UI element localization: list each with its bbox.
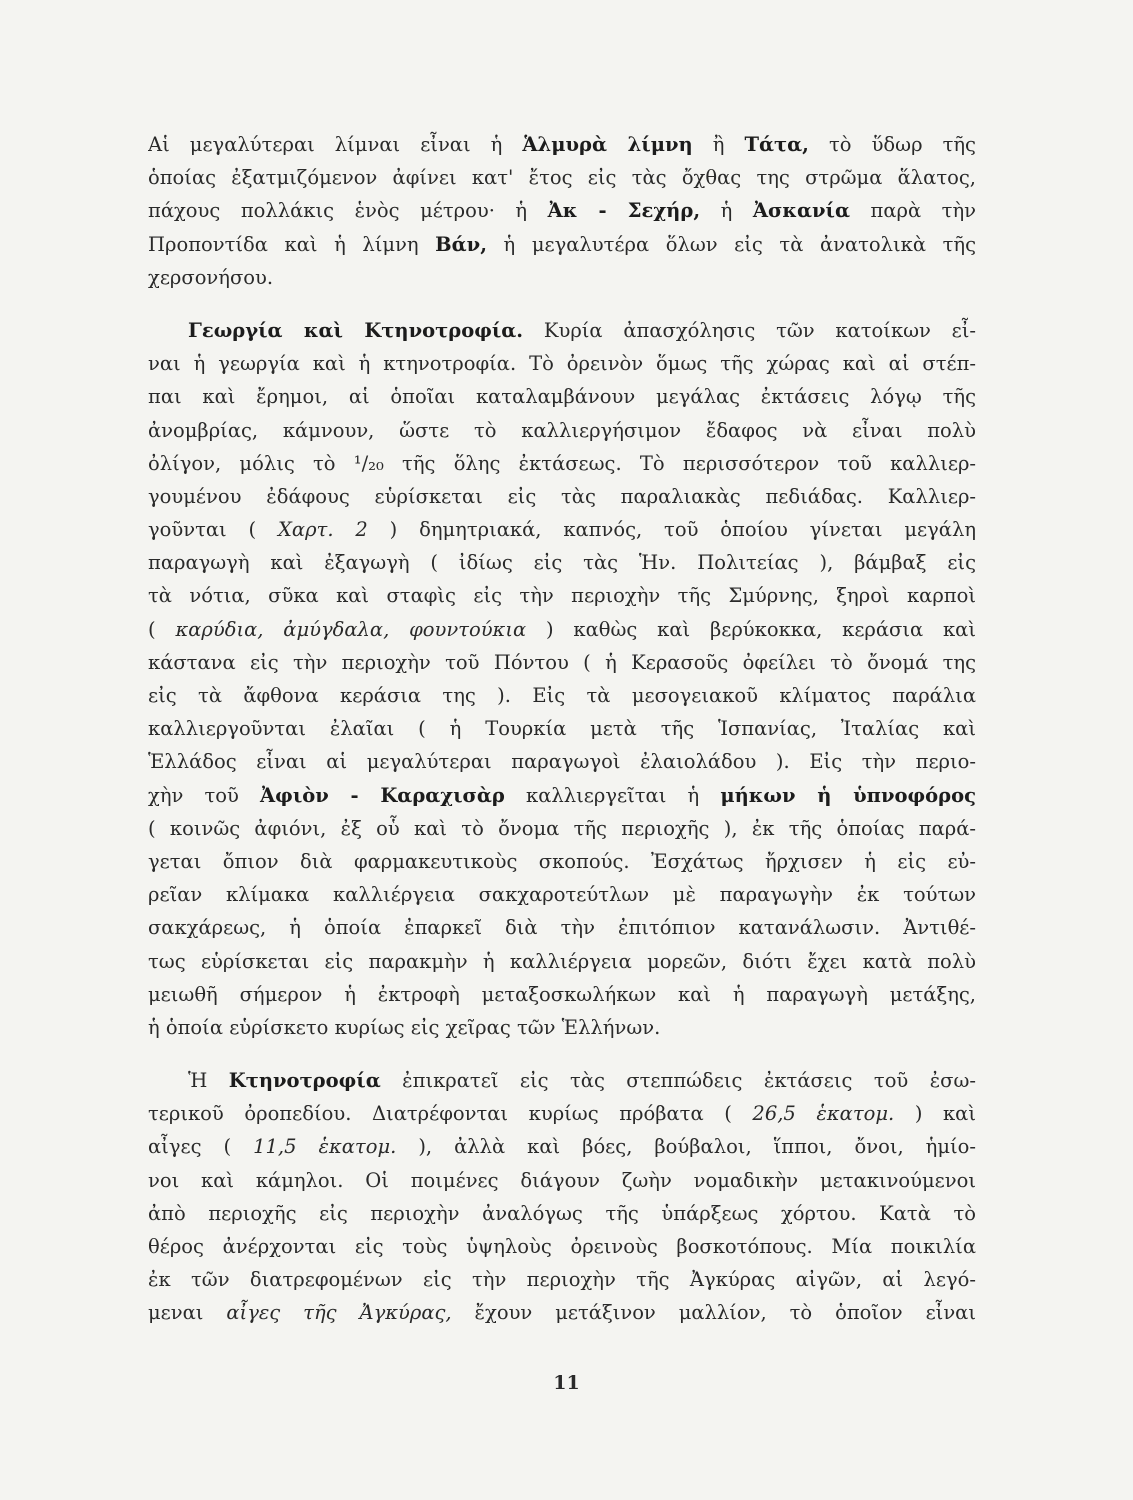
text-line: Γεωργία καὶ Κτηνοτροφία. Κυρία ἀπασχόλησις τῶν κατοίκων εἶ-	[188, 318, 976, 342]
text-line: μεναι αἶγες τῆς Ἀγκύρας, ἔχουν μετάξινον μαλλίον, τὸ ὁποῖον εἶναι	[148, 1301, 976, 1325]
text-line: νοι καὶ κάμηλοι. Οἱ ποιμένες διάγουν ζωὴν νομαδικὴν μετακινούμενοι	[148, 1168, 976, 1192]
text-line: ἀπὸ περιοχῆς εἰς περιοχὴν ἀναλόγως τῆς ὑπάρξεως χόρτου. Κατὰ τὸ	[148, 1201, 976, 1225]
text-line: Ἑλλάδος εἶναι αἱ μεγαλύτεραι παραγωγοὶ ἐλαιολάδου ). Εἰς τὴν περιο-	[148, 750, 976, 774]
text-line: ναι ἡ γεωργία καὶ ἡ κτηνοτροφία. Τὸ ὀρεινὸν ὅμως τῆς χώρας καὶ αἱ στέπ-	[148, 352, 976, 376]
paragraph-gap	[148, 1044, 976, 1064]
bold-term: Βάν,	[435, 232, 487, 256]
text-line: χερσονήσου.	[148, 265, 274, 289]
text-line: ρεῖαν κλίμακα καλλιέργεια σακχαροτεύτλων μὲ παραγωγὴν ἐκ τούτων	[148, 883, 976, 907]
paragraph-gap	[148, 294, 976, 314]
text-line: ὁποίας ἐξατμιζόμενον ἀφίνει κατ' ἔτος εἰς τὰς ὄχθας της στρῶμα ἅλατος,	[148, 166, 976, 190]
bold-term: Ἀκ - Σεχήρ,	[547, 199, 701, 223]
bold-term: Κτηνοτροφία	[228, 1069, 381, 1093]
bold-term: μήκων ἡ ὑπνοφόρος	[720, 783, 976, 807]
page-number: 11	[553, 1372, 580, 1394]
text-line: ἡ ὁποία εὑρίσκετο κυρίως εἰς χεῖρας τῶν Ἑλλήνων.	[148, 1015, 661, 1039]
italic-term: Χαρτ. 2	[278, 518, 368, 542]
text-line: ὀλίγον, μόλις τὸ ¹/₂₀ τῆς ὅλης ἐκτάσεως. Τὸ περισσότερον τοῦ καλλιερ-	[148, 451, 976, 475]
text-line: Ἡ Κτηνοτροφία ἐπικρατεῖ εἰς τὰς στεππώδεις ἐκτάσεις τοῦ ἐσω-	[188, 1069, 976, 1093]
italic-term: αἶγες τῆς Ἀγκύρας,	[226, 1301, 452, 1325]
text-line: καλλιεργοῦνται ἐλαῖαι ( ἡ Τουρκία μετὰ τῆς Ἱσπανίας, Ἰταλίας καὶ	[148, 717, 976, 741]
text-line: ( κοινῶς ἀφιόνι, ἐξ οὗ καὶ τὸ ὄνομα τῆς περιοχῆς ), ἐκ τῆς ὁποίας παρά-	[148, 816, 976, 840]
italic-term: 26,5 ἑκατομ.	[752, 1102, 895, 1126]
text-line: ἐκ τῶν διατρεφομένων εἰς τὴν περιοχὴν τῆς Ἀγκύρας αἰγῶν, αἱ λεγό-	[148, 1268, 976, 1292]
page-body	[148, 128, 976, 1330]
text-line: Αἱ μεγαλύτεραι λίμναι εἶναι ἡ Ἁλμυρὰ λίμνη ἢ Τάτα, τὸ ὕδωρ τῆς	[148, 133, 976, 156]
text-line: γεται ὄπιον διὰ φαρμακευτικοὺς σκοπούς. Ἐσχάτως ἤρχισεν ἡ εἰς εὐ-	[148, 849, 976, 873]
text-line: σακχάρεως, ἡ ὁποία ἐπαρκεῖ διὰ τὴν ἐπιτόπιον κατανάλωσιν. Ἀντιθέ-	[148, 916, 976, 940]
bold-term: Γεωργία καὶ Κτηνοτροφία.	[188, 318, 524, 342]
text-line: τως εὑρίσκεται εἰς παρακμὴν ἡ καλλιέργεια μορεῶν, διότι ἔχει κατὰ πολὺ	[148, 949, 976, 973]
text-line: γουμένου ἐδάφους εὑρίσκεται εἰς τὰς παραλιακὰς πεδιάδας. Καλλιερ-	[148, 484, 976, 508]
text-line: θέρος ἀνέρχονται εἰς τοὺς ὑψηλοὺς ὀρεινοὺς βοσκοτόπους. Μία ποικιλία	[148, 1235, 976, 1258]
text-line: τερικοῦ ὀροπεδίου. Διατρέφονται κυρίως πρόβατα ( 26,5 ἑκατομ. ) καὶ	[148, 1102, 976, 1126]
text-line: γοῦνται ( Χαρτ. 2 ) δημητριακά, καπνός, τοῦ ὁποίου γίνεται μεγάλη	[148, 518, 976, 542]
text-line: τὰ νότια, σῦκα καὶ σταφὶς εἰς τὴν περιοχὴν τῆς Σμύρνης, ξηροὶ καρποὶ	[148, 584, 976, 608]
italic-term: 11,5 ἑκατομ.	[253, 1135, 397, 1159]
bold-term: Τάτα,	[744, 133, 809, 156]
text-line: παι καὶ ἔρημοι, αἱ ὁποῖαι καταλαμβάνουν μεγάλας ἐκτάσεις λόγῳ τῆς	[148, 385, 976, 409]
text-line: κάστανα εἰς τὴν περιοχὴν τοῦ Πόντου ( ἡ Κερασοῦς ὀφείλει τὸ ὄνομά της	[148, 650, 976, 674]
italic-term: καρύδια, ἀμύγδαλα, φουντούκια	[175, 617, 527, 641]
bold-term: Ἁλμυρὰ λίμνη	[522, 133, 693, 156]
text-line: ( καρύδια, ἀμύγδαλα, φουντούκια ) καθὼς καὶ βερύκοκκα, κεράσια καὶ	[148, 617, 976, 641]
bold-term: Ἀφιὸν - Καραχισὰρ	[260, 783, 505, 807]
text-line: παραγωγὴ καὶ ἐξαγωγὴ ( ἰδίως εἰς τὰς Ἡν. Πολιτείας ), βάμβαξ εἰς	[148, 551, 976, 575]
text-line: χὴν τοῦ Ἀφιὸν - Καραχισὰρ καλλιεργεῖται ἡ μήκων ἡ ὑπνοφόρος	[148, 783, 976, 807]
text-line: Προποντίδα καὶ ἡ λίμνη Βάν, ἡ μεγαλυτέρα ὅλων εἰς τὰ ἀνατολικὰ τῆς	[148, 232, 976, 256]
text-line: αἶγες ( 11,5 ἑκατομ. ), ἀλλὰ καὶ βόες, βούβαλοι, ἵπποι, ὄνοι, ἡμίο-	[148, 1135, 976, 1159]
text-line: πάχους πολλάκις ἑνὸς μέτρου· ἡ Ἀκ - Σεχήρ, ἡ Ἀσκανία παρὰ τὴν	[148, 199, 976, 223]
text-line: ἀνομβρίας, κάμνουν, ὥστε τὸ καλλιεργήσιμον ἔδαφος νὰ εἶναι πολὺ	[148, 418, 976, 442]
text-line: μειωθῆ σήμερον ἡ ἐκτροφὴ μεταξοσκωλήκων καὶ ἡ παραγωγὴ μετάξης,	[148, 982, 976, 1006]
bold-term: Ἀσκανία	[752, 199, 850, 223]
text-line: εἰς τὰ ἄφθονα κεράσια της ). Εἰς τὰ μεσογειακοῦ κλίματος παράλια	[148, 684, 976, 707]
